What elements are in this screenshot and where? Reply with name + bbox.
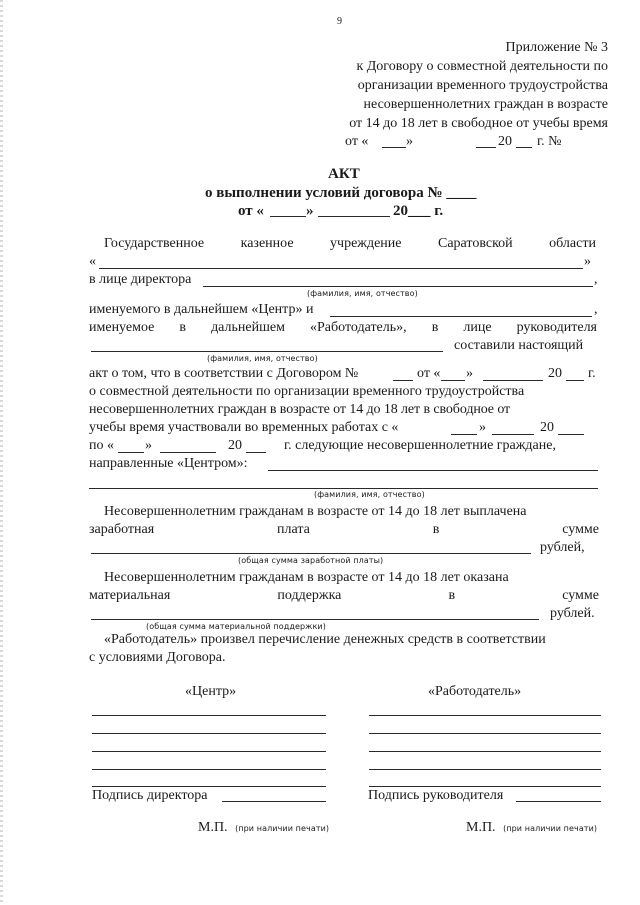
aid-word-1: материальная	[89, 588, 171, 603]
hint-fio-head: (фамилия, имя, отчество)	[207, 354, 318, 363]
aid-word-3: в	[448, 588, 456, 603]
institution-word-3: учреждение	[330, 236, 402, 251]
center-line-3	[92, 751, 326, 752]
director-label: в лице директора	[89, 272, 192, 287]
aid-text: Несовершеннолетним гражданам в возрасте от 14 до 18 лет оказана	[104, 570, 509, 585]
act-from-year: 20	[548, 366, 562, 381]
named-employer-word-7: руководителя	[516, 320, 597, 335]
work-end-day-line	[118, 452, 144, 453]
salary-text: Несовершеннолетним гражданам в возрасте от 14 до 18 лет выплачена	[104, 504, 527, 519]
minors-names-line-1	[268, 470, 598, 471]
appendix-day-line	[382, 147, 406, 148]
hint-salary: (общая сумма заработной платы)	[238, 556, 384, 565]
appendix-date-quote: »	[406, 134, 413, 149]
appendix-year-line	[516, 147, 532, 148]
appendix-line1: Приложение № 3	[505, 40, 608, 55]
institution-word-5: области	[549, 236, 596, 251]
named-employer-word-2: в	[179, 320, 187, 335]
appendix-line4: несовершеннолетних граждан в возрасте	[363, 97, 608, 112]
stamp-left-label: М.П.	[198, 820, 228, 835]
act-date-day-line	[270, 216, 306, 217]
institution-word-1: Государственное	[104, 236, 205, 251]
aid-words-line	[89, 588, 599, 604]
director-comma: ,	[594, 272, 598, 287]
act-from-g: г.	[588, 366, 596, 381]
named-employer-word-6: лице	[463, 320, 492, 335]
employer-line-1	[369, 715, 601, 716]
study-year: 20	[540, 420, 554, 435]
appendix-number: г. №	[537, 134, 562, 149]
named-employer-word-1: именуемое	[89, 320, 155, 335]
appendix-date-open: от «	[345, 134, 369, 149]
following-minors-text: г. следующие несовершеннолетние граждане,	[284, 438, 556, 453]
center-line-1	[92, 715, 326, 716]
study-time-text: учебы время участвовали во временных работах с «	[89, 420, 399, 435]
stamp-left	[198, 820, 329, 836]
director-name-line	[203, 286, 593, 287]
named-employer-word-4: «Работодатель»,	[310, 320, 407, 335]
head-signature-line	[516, 801, 601, 802]
hint-fio-director: (фамилия, имя, отчество)	[307, 289, 418, 298]
act-date-year: 20___ г.	[393, 203, 444, 219]
director-signature-label: Подпись директора	[92, 788, 208, 803]
stamp-right-label: М.П.	[466, 820, 496, 835]
institution-word-2: казенное	[240, 236, 294, 251]
work-start-year-line	[558, 434, 584, 435]
by-quote: »	[145, 438, 152, 453]
transfer-line-1: «Работодатель» произвел перечисление денежных средств в соответствии	[104, 632, 546, 647]
transfer-line-2: с условиями Договора.	[89, 650, 226, 665]
institution-quote-open: «	[89, 254, 96, 269]
named-employer-word-3: дальнейшем	[211, 320, 285, 335]
act-date-open: от «	[238, 203, 264, 219]
salary-word-3: в	[432, 522, 440, 537]
compiled-text: составили настоящий	[454, 338, 584, 353]
contract-month-line	[483, 380, 543, 381]
contract-year-line	[566, 380, 584, 381]
institution-word-4: Саратовской	[437, 236, 513, 251]
act-date-quote: »	[306, 203, 314, 219]
appendix-line5: от 14 до 18 лет в свободное от учебы время	[349, 116, 608, 131]
appendix-line2: к Договору о совместной деятельности по	[356, 59, 608, 74]
minors-names-line-2	[89, 488, 598, 489]
act-from-quote: »	[466, 366, 473, 381]
work-start-month-line	[492, 434, 534, 435]
center-line-5	[92, 786, 326, 787]
minors-line: несовершеннолетних граждан в возрасте от 14 до 18 лет в свободное от	[89, 402, 511, 417]
by-year: 20	[228, 438, 242, 453]
employer-line-4	[369, 769, 601, 770]
act-date-month-line	[318, 216, 390, 217]
employer-name-line	[330, 316, 592, 317]
institution-name-line	[99, 268, 583, 269]
appendix-year: 20	[498, 134, 512, 149]
work-end-month-line	[160, 452, 216, 453]
aid-word-4: сумме	[562, 588, 599, 603]
center-line-2	[92, 733, 326, 734]
employer-line-3	[369, 751, 601, 752]
center-label: «Центр»	[185, 684, 237, 699]
named-center-text: именуемого в дальнейшем «Центр» и	[89, 302, 314, 317]
salary-rubles: рублей,	[540, 540, 585, 555]
named-employer-line	[89, 320, 597, 336]
aid-word-2: поддержка	[277, 588, 342, 603]
salary-word-2: плата	[277, 522, 310, 537]
appendix-month-line	[476, 147, 496, 148]
employer-comma: ,	[594, 302, 598, 317]
stamp-right	[466, 820, 597, 836]
directed-text: направленные «Центром»:	[89, 456, 248, 471]
stamp-left-hint: (при наличии печати)	[235, 824, 330, 833]
salary-words-line	[89, 522, 599, 538]
employer-line-5	[369, 786, 601, 787]
salary-word-1: заработная	[89, 522, 155, 537]
director-signature-line	[222, 801, 326, 802]
named-employer-word-5: в	[431, 320, 439, 335]
aid-rubles: рублей.	[550, 606, 595, 621]
study-quote: »	[479, 420, 486, 435]
act-subtitle: о выполнении условий договора № ____	[205, 185, 477, 201]
work-start-day-line	[451, 434, 477, 435]
head-name-line	[91, 351, 443, 352]
salary-amount-line	[91, 553, 531, 554]
act-heading: АКТ	[328, 166, 360, 182]
appendix-line3: организации временного трудоустройства	[357, 78, 608, 93]
act-contract-text: акт о том, что в соответствии с Договором №	[89, 366, 359, 381]
act-from: от «	[417, 366, 441, 381]
contract-number-line	[393, 380, 413, 381]
employer-line-2	[369, 733, 601, 734]
scan-edge	[0, 0, 3, 905]
head-signature-label: Подпись руководителя	[368, 788, 504, 803]
page-number: 9	[337, 16, 342, 27]
stamp-right-hint: (при наличии печати)	[503, 824, 598, 833]
salary-word-4: сумме	[562, 522, 599, 537]
hint-fio-minors: (фамилия, имя, отчество)	[314, 490, 425, 499]
hint-aid: (общая сумма материальной поддержки)	[146, 622, 326, 631]
aid-amount-line	[91, 619, 539, 620]
center-line-4	[92, 769, 326, 770]
joint-activity-line: о совместной деятельности по организации временного трудоустройства	[89, 384, 525, 399]
contract-day-line	[441, 380, 465, 381]
by-from: по «	[89, 438, 114, 453]
institution-line	[104, 236, 596, 252]
institution-quote-close: »	[584, 254, 591, 269]
work-end-year-line	[246, 452, 266, 453]
employer-label: «Работодатель»	[428, 684, 522, 699]
